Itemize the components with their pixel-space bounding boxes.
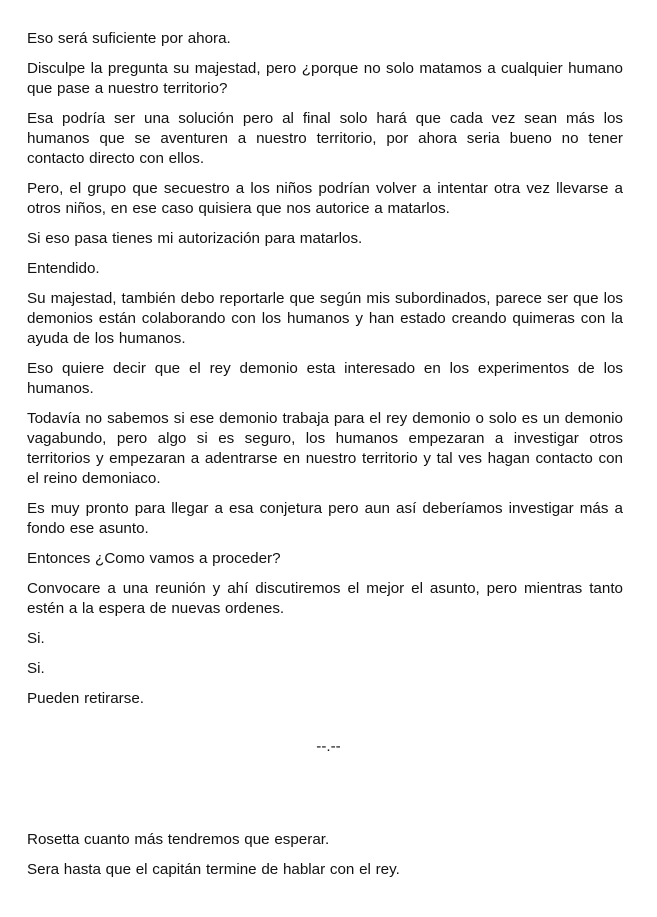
tail-section [27, 830, 623, 880]
paragraph-15: Pueden retirarse. [27, 690, 145, 707]
tail-paragraph-1: Rosetta cuanto más tendremos que esperar. [27, 831, 330, 848]
paragraph-6: Entendido. [27, 260, 100, 277]
paragraph-1: Eso será suficiente por ahora. [27, 30, 231, 47]
scene-separator: --.-- [316, 738, 341, 755]
paragraph-11: Entonces ¿Como vamos a proceder? [27, 550, 281, 567]
paragraph-8: Eso quiere decir que el rey demonio esta interesado en los experimentos de los humanos. [27, 360, 623, 397]
paragraph-4: Pero, el grupo que secuestro a los niños podrían volver a intentar otra vez llevarse a otros niños, en ese caso quisiera que nos autorice a matarlos. [27, 180, 623, 217]
paragraph-5: Si eso pasa tienes mi autorización para matarlos. [27, 230, 363, 247]
paragraph-13: Si. [27, 630, 45, 647]
tail-paragraph-2: Sera hasta que el capitán termine de hablar con el rey. [27, 861, 400, 878]
paragraph-12: Convocare a una reunión y ahí discutiremos el mejor el asunto, pero mientras tanto estén a la espera de nuevas ordenes. [27, 580, 623, 617]
paragraph-7: Su majestad, también debo reportarle que según mis subordinados, parece ser que los demonios están colaborando con los humanos y han estado creando quimeras con la ayuda de los humanos. [27, 290, 623, 347]
paragraph-3: Esa podría ser una solución pero al final solo hará que cada vez sean más los humanos que se aventuren a nuestro territorio, por ahora seria bueno no tener contacto directo con ellos. [27, 110, 623, 167]
paragraph-14: Si. [27, 660, 45, 677]
paragraph-2: Disculpe la pregunta su majestad, pero ¿porque no solo matamos a cualquier humano que pase a nuestro territorio? [27, 60, 623, 97]
paragraph-10: Es muy pronto para llegar a esa conjetura pero aun así deberíamos investigar más a fondo ese asunto. [27, 500, 623, 537]
paragraph-9: Todavía no sabemos si ese demonio trabaja para el rey demonio o solo es un demonio vagabundo, pero algo si es seguro, los humanos empezaran a investigar otros territorios y empezaran a adentrarse en nuestro territorio y tal ves hagan contacto con el reino demoniaco. [27, 410, 623, 487]
